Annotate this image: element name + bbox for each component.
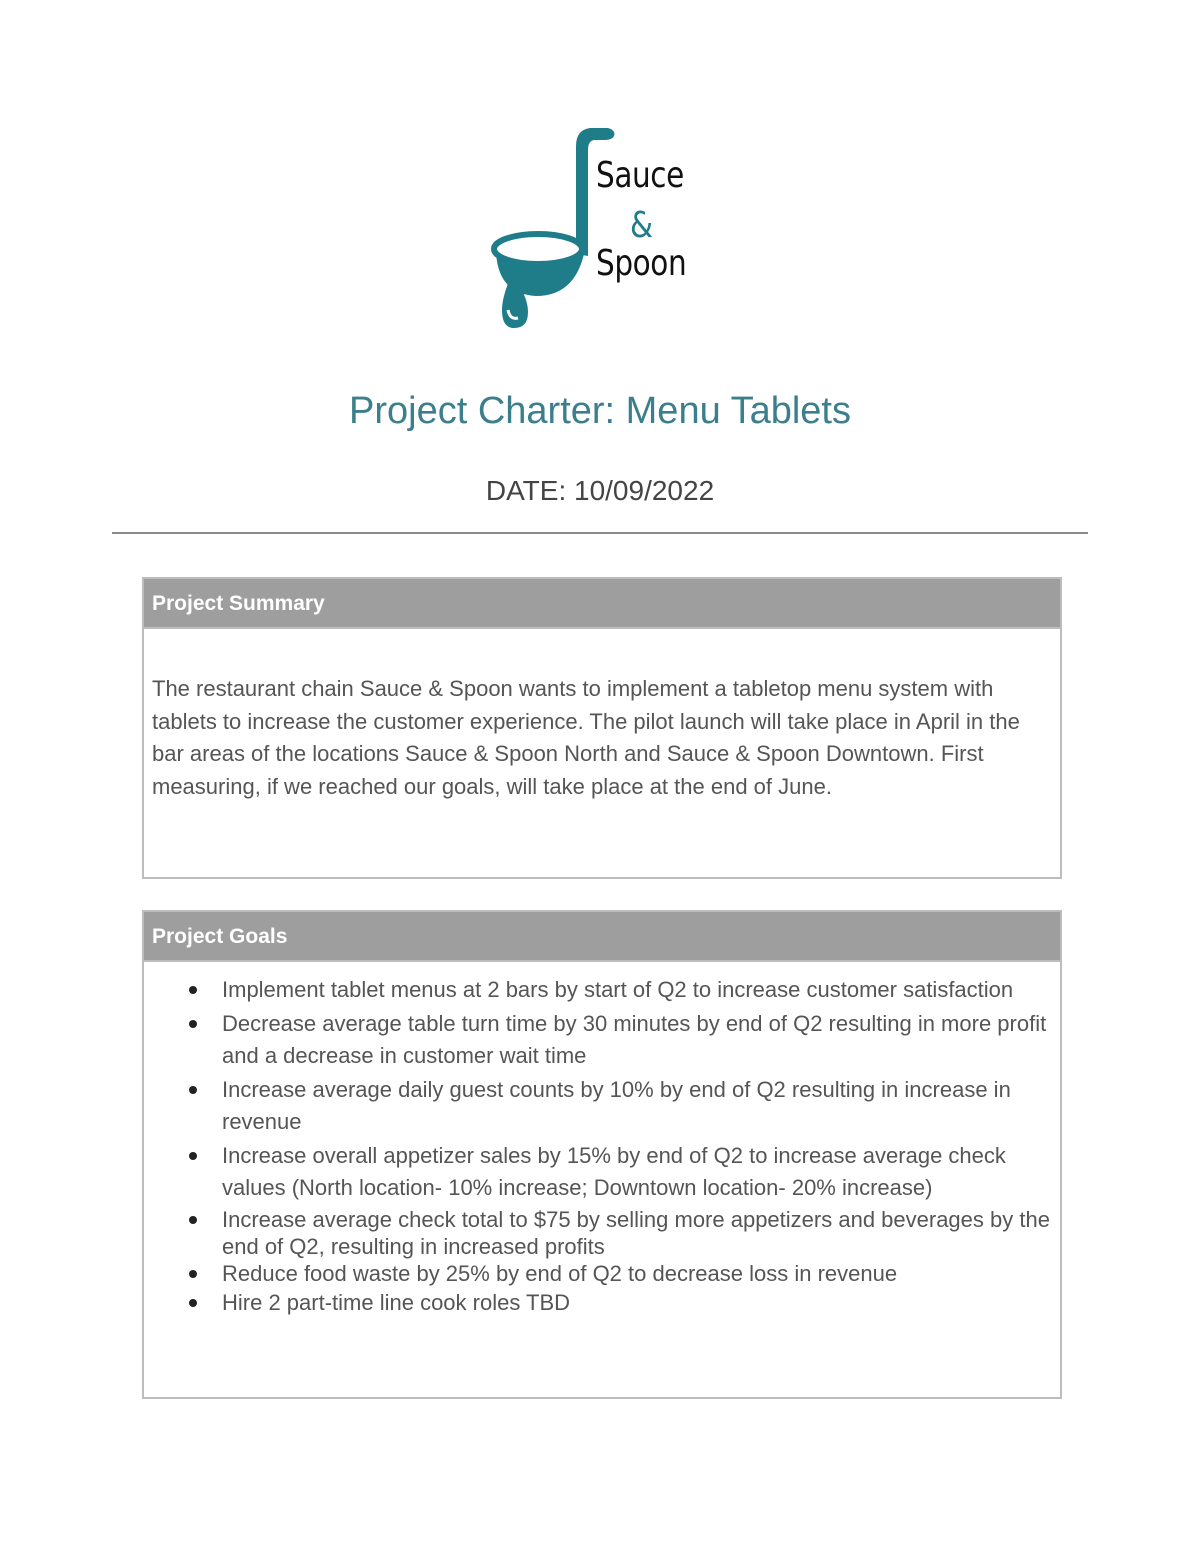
list-item [144,1260,1050,1287]
goal-text: Reduce food waste by 25% by end of Q2 to decrease loss in revenue [222,1260,898,1286]
bullet-icon [189,1216,197,1224]
goal-text: Increase average daily guest counts by 10% by end of Q2 resulting in increase in revenue [222,1076,1011,1134]
bullet-icon [189,1020,197,1028]
page-title: Project Charter: Menu Tablets [349,390,851,432]
bullet-icon [189,1299,197,1307]
project-goals-section [142,910,1062,1399]
goal-text: Decrease average table turn time by 30 minutes by end of Q2 resulting in more profit and a decrease in customer wait time [222,1010,1047,1068]
list-item [144,974,1050,1007]
bullet-icon [189,986,197,994]
list-item [144,1206,1050,1260]
divider [112,532,1088,534]
list-item [144,1140,1050,1205]
logo-text-ampersand: & [630,205,653,246]
project-summary-heading: Project Summary [144,579,1060,629]
goals-list [144,962,1060,1319]
list-item [144,1008,1050,1073]
logo-text-spoon: Spoon [596,243,687,284]
bullet-icon [189,1086,197,1094]
list-item [144,1287,1050,1320]
logo-text-sauce: Sauce [596,155,684,196]
document-date: DATE: 10/09/2022 [485,475,715,506]
bullet-icon [189,1152,197,1160]
bullet-icon [189,1270,197,1278]
project-summary-body: The restaurant chain Sauce & Spoon wants to implement a tabletop menu system with tablets to increase the customer experience. The pilot launch will take place in April in the bar areas of the locations Sauce & Spoon North and Sauce & Spoon Downtown. First measuring, if we reached our goals, will take place at the end of June. [152,676,1020,799]
project-goals-heading: Project Goals [144,912,1060,962]
goal-text: Increase average check total to $75 by selling more appetizers and beverages by the end of Q2, resulting in increased profits [222,1206,1050,1259]
goal-text: Increase overall appetizer sales by 15% by end of Q2 to increase average check values (North location- 10% increase; Downtown location- 20% increase) [222,1142,1006,1200]
project-summary-section [142,577,1062,879]
goal-text: Implement tablet menus at 2 bars by start of Q2 to increase customer satisfaction [222,977,1014,1002]
goal-text: Hire 2 part-time line cook roles TBD [222,1289,571,1315]
logo [490,124,710,334]
list-item [144,1074,1050,1139]
